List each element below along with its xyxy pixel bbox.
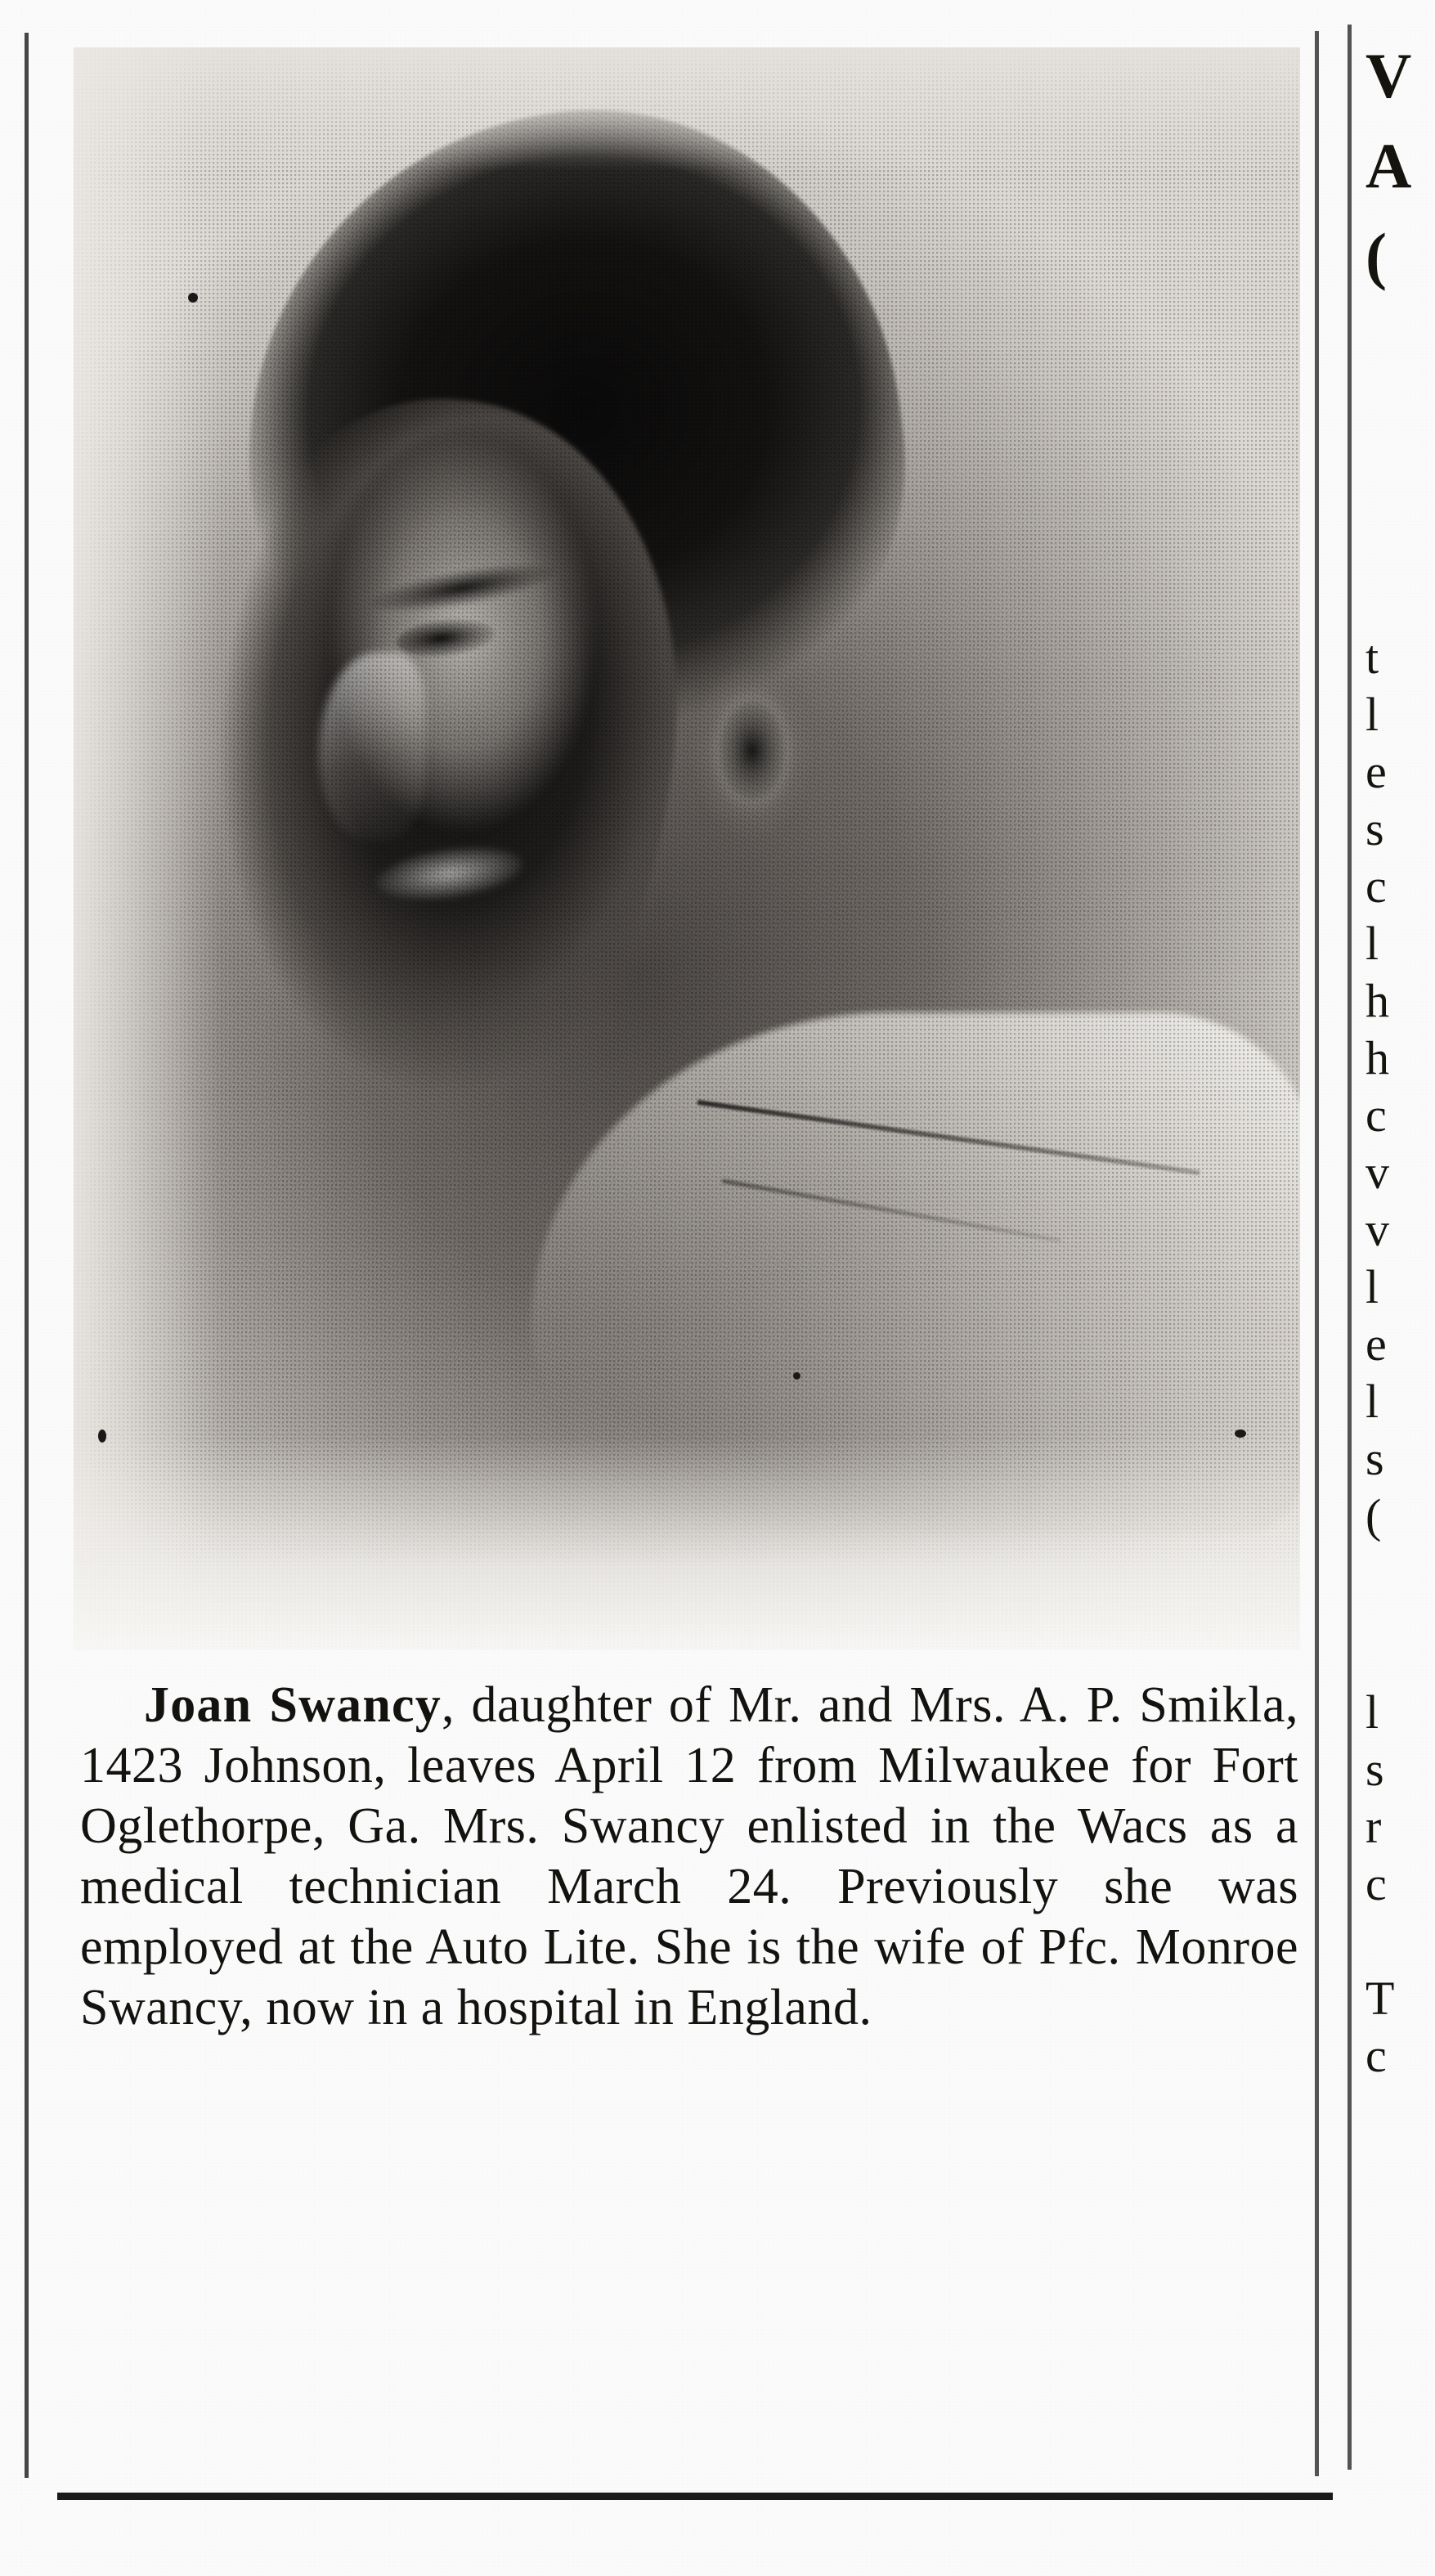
adjacent-column <box>1348 0 1435 2576</box>
adjacent-column-fragment: l <box>1365 917 1379 970</box>
caption-line <box>80 1675 1298 2038</box>
adjacent-column-fragment: A <box>1365 131 1414 201</box>
adjacent-column-fragment: s <box>1365 1432 1384 1485</box>
adjacent-column-fragment: c <box>1365 1857 1387 1910</box>
column-rule-left <box>25 33 29 2478</box>
caption-subject-name: Joan Swancy <box>144 1677 442 1733</box>
photo-scan-noise <box>74 47 1300 1650</box>
photo-speck <box>98 1429 106 1443</box>
photo-speck <box>188 293 198 303</box>
photo-top-fade <box>74 47 1300 170</box>
adjacent-column-fragment: ( <box>1365 1489 1382 1542</box>
adjacent-column-rule <box>1348 25 1352 2470</box>
adjacent-column-fragment: s <box>1365 1743 1384 1796</box>
adjacent-column-fragment: e <box>1365 745 1387 798</box>
photo-bottom-fade <box>74 1438 1300 1650</box>
photo-speck <box>793 1372 800 1380</box>
adjacent-column-fragment: e <box>1365 1317 1387 1371</box>
adjacent-column-fragment: l <box>1365 1375 1379 1428</box>
adjacent-column-fragment: l <box>1365 1685 1379 1739</box>
adjacent-column-fragment: l <box>1365 688 1379 741</box>
adjacent-column-fragment: v <box>1365 1146 1389 1199</box>
adjacent-column-fragment: V <box>1365 41 1414 111</box>
article-column <box>25 15 1316 2517</box>
adjacent-column-fragment: r <box>1365 1800 1382 1853</box>
adjacent-column-fragment: c <box>1365 1088 1387 1142</box>
portrait-photo <box>74 47 1300 1650</box>
photo-left-fade <box>74 47 221 1650</box>
adjacent-column-fragment: c <box>1365 2029 1387 2082</box>
adjacent-column-fragment: ( <box>1365 221 1388 291</box>
adjacent-column-fragment: T <box>1365 1972 1395 2025</box>
adjacent-column-fragment: t <box>1365 631 1379 684</box>
photo-caption <box>80 1675 1298 2038</box>
adjacent-column-fragment: c <box>1365 859 1387 913</box>
adjacent-column-fragment: h <box>1365 1031 1389 1084</box>
adjacent-column-fragment: v <box>1365 1203 1389 1256</box>
column-rule-right <box>1315 31 1319 2476</box>
article-bottom-rule <box>57 2493 1333 2500</box>
adjacent-column-fragment: h <box>1365 974 1389 1027</box>
photo-speck <box>1235 1429 1246 1438</box>
caption-body-text: , daughter of Mr. and Mrs. A. P. Smikla, 1423 Johnson, leaves April 12 from Milwaukee for Fort Oglethorpe, Ga. Mrs. Swancy enlisted in the Wacs as a medical technician March 24. Previously she was employed at the Auto Lite. She is the wife of Pfc. Monroe Swancy, now in a hospital in England. <box>80 1677 1298 2035</box>
adjacent-column-fragment: s <box>1365 802 1384 855</box>
adjacent-column-fragment: l <box>1365 1260 1379 1313</box>
